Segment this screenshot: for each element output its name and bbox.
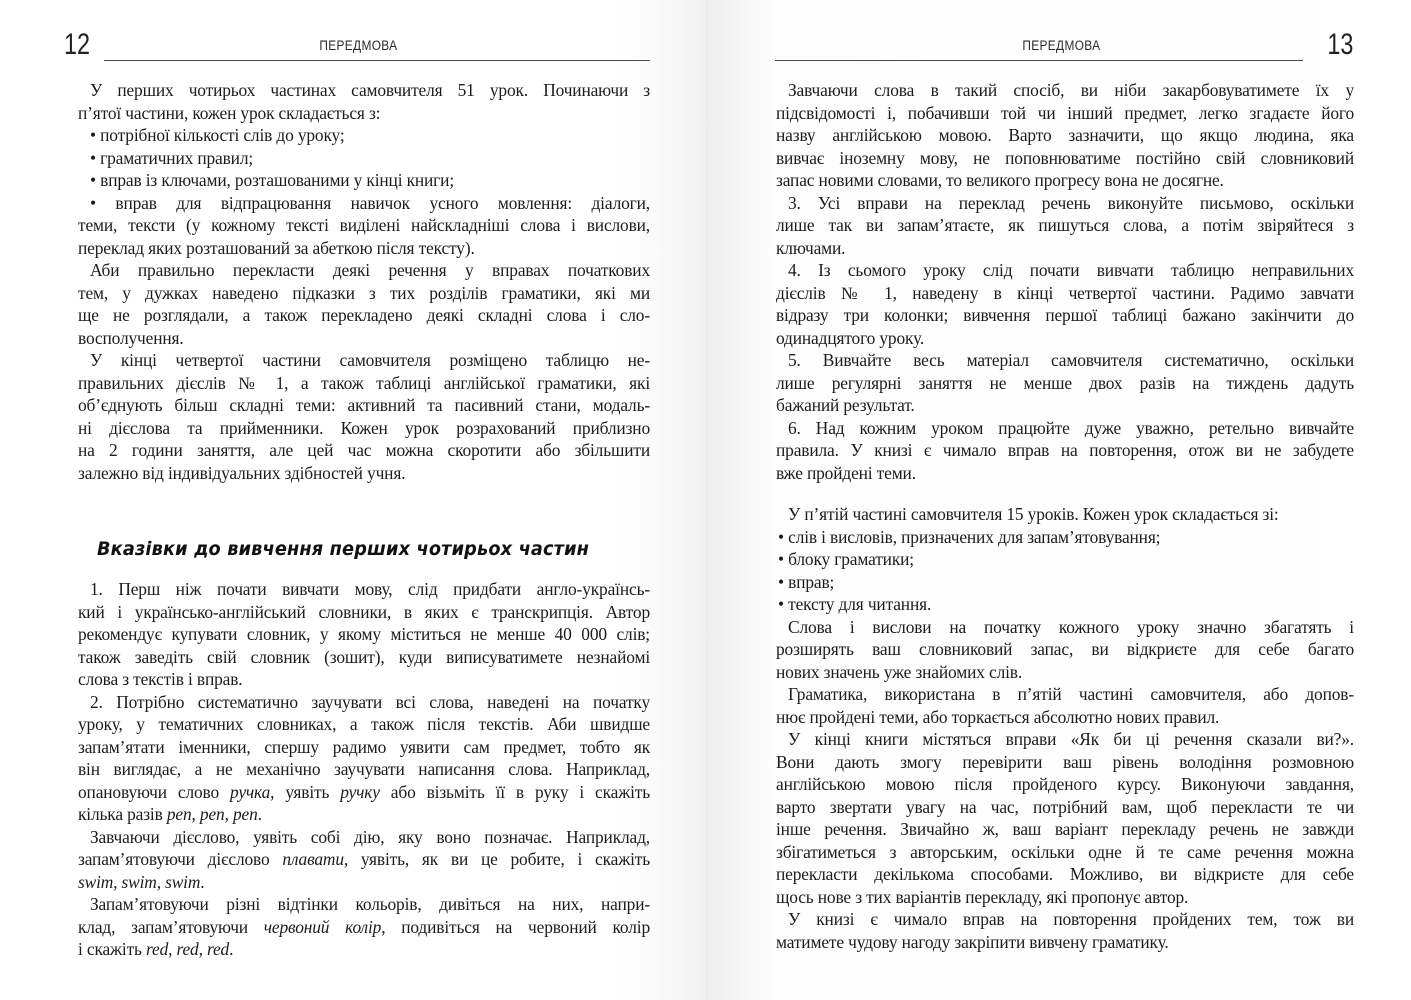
text-line: У кінці четвертої частини самовчителя розміщено таблицю не-	[90, 350, 650, 370]
text-line: кий і українсько-англійський словники, в яких є транскрипція. Автор	[78, 601, 650, 622]
text-line: Завчаючи слова в такий спосіб, ви ніби закарбовуватимете їх у	[788, 80, 1354, 100]
text-line: ні дієслова та прийменники. Кожен урок розрахований приблизно	[78, 417, 650, 438]
text-line: об’єднують більш складні теми: активний та пасивний стани, модаль-	[78, 395, 650, 415]
left-page	[0, 0, 705, 1000]
text-line: теми, тексти (у кожному тексті виділені найскладніші слова і вислови,	[78, 215, 650, 235]
intro-text	[78, 79, 650, 484]
running-head-title: ПЕРЕДМОВА	[319, 38, 398, 53]
text-line: 5. Вивчайте весь матеріал самовчителя систематично, оскільки	[788, 350, 1354, 370]
italic-term: red, red, red	[146, 939, 230, 959]
text-line: нових значень уже знайомих слів.	[776, 661, 1023, 682]
text-line: • вправ;	[778, 571, 835, 592]
text-line: щось нове з тих варіантів перекладу, які пропонує автор.	[776, 886, 1189, 907]
text-line: swim, swim, swim.	[78, 871, 205, 892]
text-line: відразу три колонки; вивчення першої таблиці бажано закінчити до	[776, 305, 1354, 325]
text-line: п’ятої частини, кожен урок складається з:	[78, 102, 381, 123]
italic-term: swim, swim, swim	[78, 871, 201, 892]
text-line: • вправ із ключами, розташованими у кінці книги;	[90, 170, 455, 190]
text-line: • тексту для читання.	[778, 594, 932, 614]
text-line: дієслів № 1, наведену в кінці четвертої частини. Радимо завчати	[776, 282, 1354, 303]
text-line: запас новими словами, то великого прогресу вона не досягне.	[776, 170, 1224, 190]
text-line: варто звертати увагу на час, потрібний вам, щоб перекласти те чи	[776, 796, 1354, 817]
italic-term: ручка	[230, 781, 271, 802]
italic-term: червоний колір	[263, 916, 382, 937]
text-line: збігатиметься з авторським, оскільки одне й те саме речення можна	[776, 841, 1354, 862]
right-page	[705, 0, 1411, 1000]
tips-text	[776, 79, 1354, 484]
text-line: на 2 години заняття, але цей час можна скоротити або збільшити	[78, 440, 650, 460]
text-line: У кінці книги містяться вправи «Як би ці речення сказали ви?».	[788, 729, 1354, 749]
text-line: 6. Над кожним уроком працюйте дуже уважно, ретельно вивчайте	[788, 417, 1354, 438]
text-line: рекомендує купувати словник, у якому міститься не менше 40 000 слів;	[78, 624, 650, 644]
text-line: Завчаючи дієслово, уявіть собі дію, яку воно позначає. Наприклад,	[90, 826, 650, 847]
text-line: У п’ятій частині самовчителя 15 уроків. Кожен урок складається зі:	[788, 504, 1279, 524]
header-rule	[775, 60, 1303, 61]
text-line: він виглядає, а не механічно заучувати написання слова. Наприклад,	[78, 759, 650, 779]
text-line: • слів і висловів, призначених для запам’ятовування;	[778, 526, 1161, 547]
text-line: вивчає іноземну мову, не поповнюватиме постійно свій словниковий	[776, 147, 1354, 168]
text-line: запам’ятовуючи дієслово плавати, уявіть, як ви це робите, і скажіть	[78, 849, 650, 869]
text-line: • блоку граматики;	[778, 549, 914, 569]
text-line: і скажіть red, red, red.	[78, 939, 234, 959]
page-number: 12	[64, 28, 91, 61]
running-head-right	[775, 28, 1353, 64]
page-number: 13	[1326, 28, 1353, 61]
text-line: лише так ви запам’ятаєте, як пишуться слова, а потім звіряйтеся з	[776, 215, 1354, 235]
text-line: 4. Із сьомого уроку слід почати вивчати таблицю неправильних	[788, 260, 1354, 280]
text-line: уроку, у тематичних словниках, а також після текстів. Аби швидше	[78, 714, 650, 734]
text-line: залежно від індивідуальних здібностей учня.	[78, 462, 406, 483]
text-line: опановуючи слово ручка, уявіть ручку або візьміть її в руку і скажіть	[78, 781, 650, 802]
text-line: бажаний результат.	[776, 395, 915, 415]
header-rule	[104, 60, 650, 61]
text-line: вже пройдені теми.	[776, 462, 916, 483]
text-line: клад, запам’ятовуючи червоний колір, подивіться на червоний колір	[78, 916, 650, 937]
text-line: запам’ятати іменники, спершу радимо уявити сам предмет, тобто як	[78, 736, 650, 757]
italic-term: ручку	[340, 781, 380, 802]
text-line: 3. Усі вправи на переклад речень виконуйте письмово, оскільки	[788, 192, 1354, 213]
text-line: • потрібної кількості слів до уроку;	[90, 125, 345, 145]
text-line: У перших чотирьох частинах самовчителя 51 урок. Починаючи з	[90, 80, 650, 100]
text-line: правила. У книзі є чимало вправ на повторення, отож ви не забудете	[776, 440, 1354, 460]
running-head-left	[64, 28, 650, 64]
text-line: 1. Перш ніж почати вивчати мову, слід придбати англо-українсь-	[90, 579, 650, 599]
part-five-text	[776, 503, 1354, 953]
section-heading: Вказівки до вивчення перших чотирьох частин	[97, 538, 590, 560]
text-line: лише регулярні заняття не менше двох разів на тиждень дадуть	[776, 372, 1354, 393]
text-line: підсвідомості і, побачивши той чи інший предмет, легко згадаєте його	[776, 102, 1354, 123]
text-line: • вправ для відпрацювання навичок усного мовлення: діалоги,	[90, 192, 650, 213]
text-line: назву англійською мовою. Варто зазначити, що якщо людина, яка	[776, 125, 1354, 145]
running-head-title: ПЕРЕДМОВА	[1022, 38, 1101, 53]
text-line: одинадцятого уроку.	[776, 327, 925, 348]
italic-term: pen, pen, pen	[166, 804, 258, 824]
text-line: ключами.	[776, 237, 846, 258]
italic-term: плавати	[282, 849, 344, 869]
text-line: тем, у дужках наведено підказки з тих розділів граматики, які ми	[78, 282, 650, 303]
text-line: також заведіть свій словник (зошит), куди виписуватимете незнайомі	[78, 646, 650, 667]
text-line: Аби правильно перекласти деякі речення у вправах початкових	[90, 260, 650, 280]
text-line: Слова і вислови на початку кожного уроку значно збагатять і	[788, 616, 1354, 637]
text-line: інше речення. Звичайно ж, ваш варіант перекладу речень не завжди	[776, 819, 1354, 839]
text-line: У книзі є чимало вправ на повторення пройдених тем, тож ви	[788, 909, 1354, 929]
text-line: переклад яких розташований за абеткою після тексту).	[78, 237, 475, 258]
text-line: • граматичних правил;	[90, 147, 254, 168]
text-line: Запам’ятовуючи різні відтінки кольорів, дивіться на них, напри-	[90, 894, 650, 914]
text-line: розширять ваш словниковий запас, ви відкриєте для себе багато	[776, 639, 1354, 659]
text-line: слова з текстів і вправ.	[78, 669, 243, 689]
text-line: матимете чудову нагоду закріпити вивчену граматику.	[776, 931, 1169, 952]
text-line: Граматика, використана в п’ятій частині самовчителя, або допов-	[788, 684, 1354, 704]
text-line: нює пройдені теми, або торкається абсолютно нових правил.	[776, 706, 1220, 727]
text-line: восполучення.	[78, 327, 184, 348]
instructions-text	[78, 578, 650, 961]
text-line: Вони дають змогу перевірити ваш рівень володіння розмовною	[776, 751, 1354, 772]
text-line: ще не розглядали, а також перекладено деякі складні слова і сло-	[78, 305, 650, 325]
text-line: англійською мовою після пройденого курсу. Виконуючи завдання,	[776, 774, 1354, 794]
text-line: правильних дієслів № 1, а також таблиці англійської граматики, які	[78, 372, 650, 393]
text-line: 2. Потрібно систематично заучувати всі слова, наведені на початку	[90, 691, 650, 712]
text-line: перекласти декількома способами. Можливо, ви відкриєте для себе	[776, 864, 1354, 884]
text-line: кілька разів pen, pen, pen.	[78, 804, 262, 824]
